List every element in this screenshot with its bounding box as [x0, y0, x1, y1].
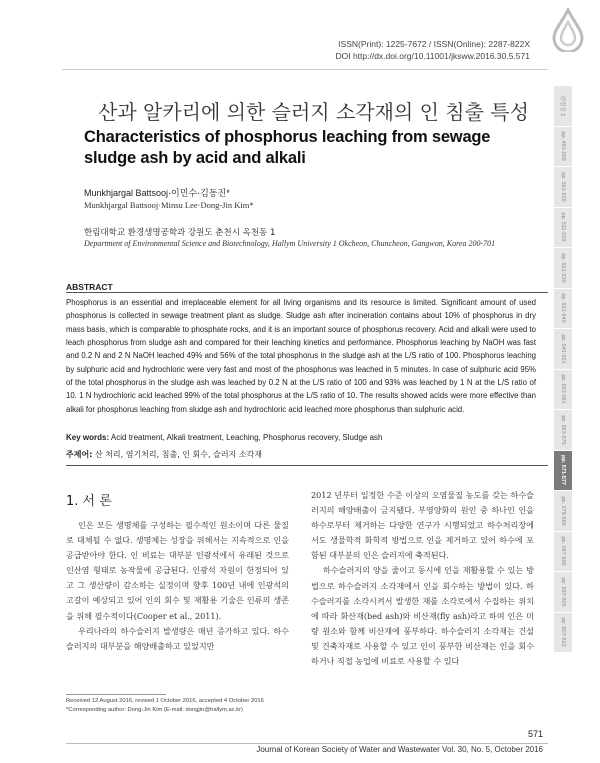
side-tab-label: pp. 511-519 [560, 212, 566, 242]
side-tab-0[interactable] [554, 86, 572, 127]
side-tab-1[interactable] [554, 127, 572, 168]
side-tab-4[interactable] [554, 248, 572, 289]
section-heading-introduction: 1. 서 론 [66, 494, 112, 509]
keywords-text: Acid treatment, Alkali treatment, Leaching, Phosphorus recovery, Sludge ash [110, 433, 383, 442]
body-column-left [66, 518, 289, 654]
side-tab-label: pp. 521-530 [560, 253, 566, 283]
footnote-rule [66, 694, 166, 695]
issn-text: ISSN(Print): 1225-7672 / ISSN(Online): 2287-822X [338, 39, 530, 49]
side-tab-11[interactable] [554, 532, 572, 573]
keywords-line [66, 433, 382, 442]
body-column-right [311, 488, 534, 669]
authors-line-2: Munkhjargal Battsooj·Minsu Lee·Dong-Jin Kim* [84, 200, 254, 210]
affiliation-english: Department of Environmental Science and Biotechnology, Hallym University 1 Okcheon, Chuncheon, Gangwon, Korea 200-701 [84, 239, 496, 248]
side-tab-label: pp. 571-577 [560, 455, 566, 486]
water-drop-logo-icon [550, 8, 586, 52]
side-tab-label: pp. 501-510 [560, 172, 566, 202]
abstract-top-rule [66, 292, 548, 293]
footnote [66, 697, 264, 715]
side-tab-label: pp. 491-500 [560, 131, 566, 161]
side-tab-13[interactable] [554, 613, 572, 654]
side-tab-label: pp. 563-570 [560, 415, 566, 445]
side-tab-label: pp. 597-605 [560, 577, 566, 607]
abstract-bottom-rule [66, 465, 548, 466]
side-tab-label: pp. 587-596 [560, 536, 566, 566]
side-tab-label: pp. 553-561 [560, 374, 566, 404]
side-tab-8[interactable] [554, 410, 572, 451]
side-tab-label: pp. 607-612 [560, 617, 566, 647]
side-tab-7[interactable] [554, 370, 572, 411]
english-title: Characteristics of phosphorus leaching from sewage sludge ash by acid and alkali [84, 128, 491, 167]
side-tab-2[interactable] [554, 167, 572, 208]
abstract-body: Phosphorus is an essential and irreplaceable element for all living organisms and its resource is limited. Significant amount of used phosphorus is collected in sewage treatment plant as sludge. Sludge ash after incineration contains about 10% of phosphorus in dry mass basis, which is comparable to phosphate rocks, and it is an important source of phosphorus recovery. Acid and alkali were used to leach phosphorus from sludge ash and compared for their leaching kinetics and performance. Phosphorus leaching by NaOH was fast and 0.2 N and 2 N NaOH leached 49% and 56% of the total phosphorus in the sludge ash at the L/S ratio of 100. Phosphorus leaching by sulphuric acid and hydrochloric were very fast and most of the phosphorus was leached in 5 minutes. In case of sulphuric acid 95% of the total phosphorus in the sludge ash was leached by 0.2 N at the L/S ratio of 100 and 93% was leached by 1 N at the L/S ratio of 10. 1 N hydrochloric acid leached 99% of the total phosphorus at the L/S ratio of 10. The results showed acids were more effective than alkali for phosphorus leaching from sludge ash and hydrochloric acid leached more phosphorus than sulphuric acid. [66, 298, 536, 414]
doi-text: DOI http://dx.doi.org/10.11001/jksww.2016.30.5.571 [335, 51, 530, 61]
side-tab-label: pp. 541-551 [560, 334, 566, 364]
corresponding-author: *Corresponding author: Dong-Jin Kim (E-mail: dongjin@hallym.ac.kr) [66, 707, 243, 713]
side-navigation-tabs [554, 86, 572, 653]
side-tab-label: pp. 579-586 [560, 496, 566, 526]
side-tab-6[interactable] [554, 329, 572, 370]
keywords-korean-label: 주제어: [66, 450, 93, 459]
received-dates: Received 12 August 2016, revised 1 October 2016, accepted 4 October 2016 [66, 698, 264, 704]
side-tab-9[interactable] [554, 451, 572, 492]
page-number: 571 [527, 729, 543, 739]
keywords-korean-line [66, 449, 262, 460]
side-tab-10[interactable] [554, 491, 572, 532]
side-tab-5[interactable] [554, 289, 572, 330]
side-tab-label: pp. 531-540 [560, 293, 566, 323]
affiliation-korean: 한림대학교 환경생명공학과 강원도 춘천시 옥천동 1 [84, 228, 276, 238]
paragraph: 2012 년부터 일정한 수준 이상의 오염물질 농도를 갖는 하수슬러지의 해양배출이 금지됐다. 부영양화의 원인 중 하나인 인을 하수로부터 제거하는 다양한 연구가 시행되었고 하수처리장에서도 생물학적 화학적 방법으로 인을 제거하고 있어 하수에 포함된 대부분의 인은 슬러지에 축적된다. [311, 490, 534, 561]
abstract-heading: ABSTRACT [66, 282, 113, 292]
side-tab-3[interactable] [554, 208, 572, 249]
paragraph: 하수슬러지의 양을 줄이고 동시에 인을 재활용할 수 있는 방법으로 하수슬러지 소각재에서 인을 회수하는 방법이 있다. 하수슬러지를 소각시켜서 발생한 재를 소각로에서 수집하는 위치에 따라 화산재(bed ash)와 비산재(fly ash)라고 하며 인은 미량 원소와 함께 비산재에 풍부하다. 하수슬러지 소각재는 건설 및 건축자재로 사용할 수 있고 인이 풍부한 비산재는 인을 회수하거나 직접 농업에 비료로 사용할 수 있다 [311, 565, 534, 667]
paragraph: 인은 모든 생명체를 구성하는 필수적인 원소이며 다른 물질로 대체될 수 없다. 생명체는 성장을 위해서는 지속적으로 인을 공급받아야 한다. 인 비료는 대부분 인광석에서 유래된 것으로 인산염 형태로 농작물에 공급된다. 인광석 자원이 한정되어 있고 그 생산량이 감소하는 실정이며 향후 100년 내에 인광석의 고갈이 예상되고 있어 인의 회수 및 재활용 기술은 인류의 생존을 위해 필수적이다(Cooper et al., 2011). [66, 520, 289, 621]
header-rule [62, 69, 548, 70]
paragraph: 우리나라의 하수슬러지 발생량은 매년 증가하고 있다. 하수슬러지의 대부분을 해양배출하고 있었지만 [66, 625, 289, 651]
authors-line-1: Munkhjargal Battsooj·이민수·김동진* [84, 188, 230, 198]
korean-title: 산과 알카리에 의한 슬러지 소각재의 인 침출 특성 [98, 100, 529, 124]
issn-doi-block [335, 38, 530, 62]
side-tab-label: 편집실 1 [559, 95, 565, 117]
side-tab-12[interactable] [554, 572, 572, 613]
keywords-label: Key words: [66, 433, 110, 442]
footer-rule [66, 743, 548, 744]
keywords-korean-text: 산 처리, 염기처리, 침출, 인 회수, 슬러지 소각재 [94, 450, 263, 459]
journal-citation: Journal of Korean Society of Water and Wastewater Vol. 30, No. 5, October 2016 [256, 745, 543, 754]
